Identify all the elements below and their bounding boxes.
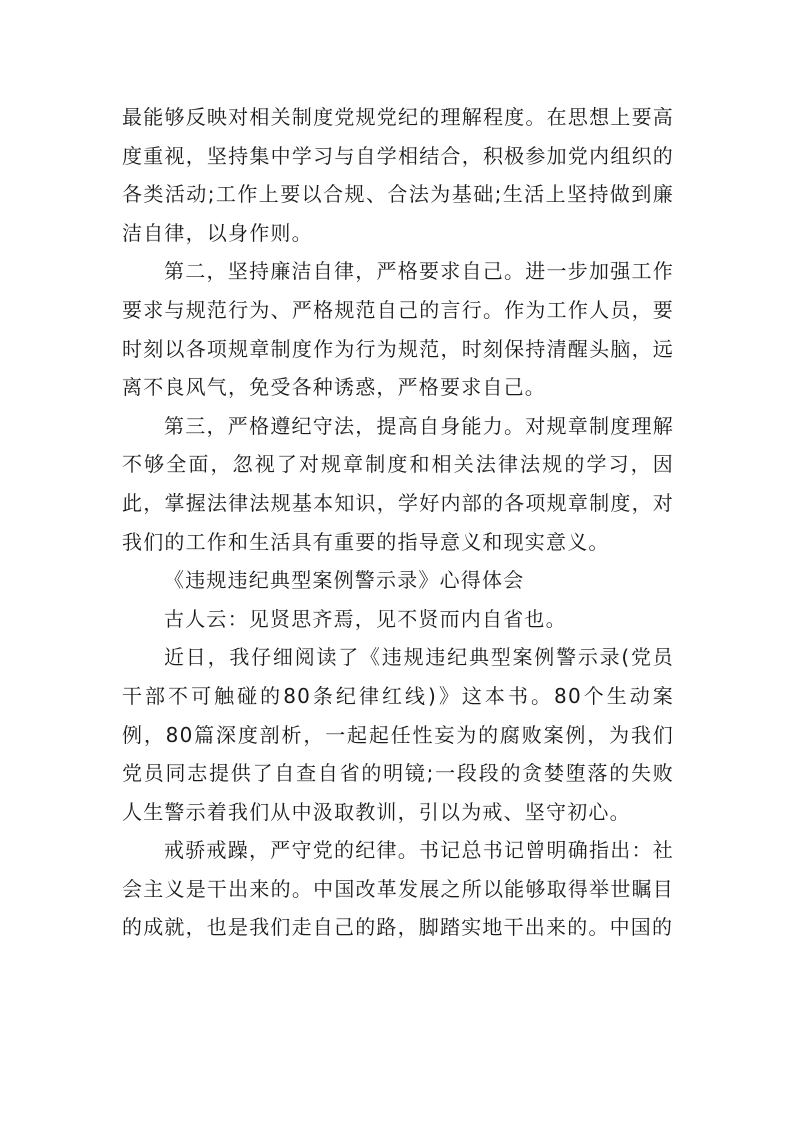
- paragraph-2: 第二，坚持廉洁自律，严格要求自己。进一步加强工作要求与规范行为、严格规范自己的言行。作为工作人员，要时刻以各项规章制度作为行为规范，时刻保持清醒头脑，远离不良风气，免受各种诱惑，严格要求自己。: [122, 259, 674, 400]
- document-body: [122, 98, 674, 947]
- paragraph-1: 最能够反映对相关制度党规党纪的理解程度。在思想上要高度重视，坚持集中学习与自学相结合，积极参加党内组织的各类活动;工作上要以合规、合法为基础;生活上坚持做到廉洁自律，以身作则。: [122, 105, 674, 245]
- paragraph-quote: 古人云：见贤思齐焉，见不贤而内自省也。: [164, 606, 567, 631]
- paragraph-5: 近日，我仔细阅读了《违规违纪典型案例警示录(党员干部不可触碰的80条纪律红线)》这本书。80个生动案例，80篇深度剖析，一起起任性妄为的腐败案例，为我们党员同志提供了自查自省的明镜;一段段的贪婪堕落的失败人生警示着我们从中汲取教训，引以为戒、坚守初心。: [122, 645, 674, 824]
- paragraph-3: 第三，严格遵纪守法，提高自身能力。对规章制度理解不够全面，忽视了对规章制度和相关法律法规的学习，因此，掌握法律法规基本知识，学好内部的各项规章制度，对我们的工作和生活具有重要的指导意义和现实意义。: [122, 413, 674, 554]
- paragraph-6: 戒骄戒躁，严守党的纪律。书记总书记曾明确指出：社会主义是干出来的。中国改革发展之所以能够取得举世瞩目的成就，也是我们走自己的路，脚踏实地干出来的。中国的: [122, 838, 674, 940]
- section-heading: 《违规违纪典型案例警示录》心得体会: [164, 568, 525, 593]
